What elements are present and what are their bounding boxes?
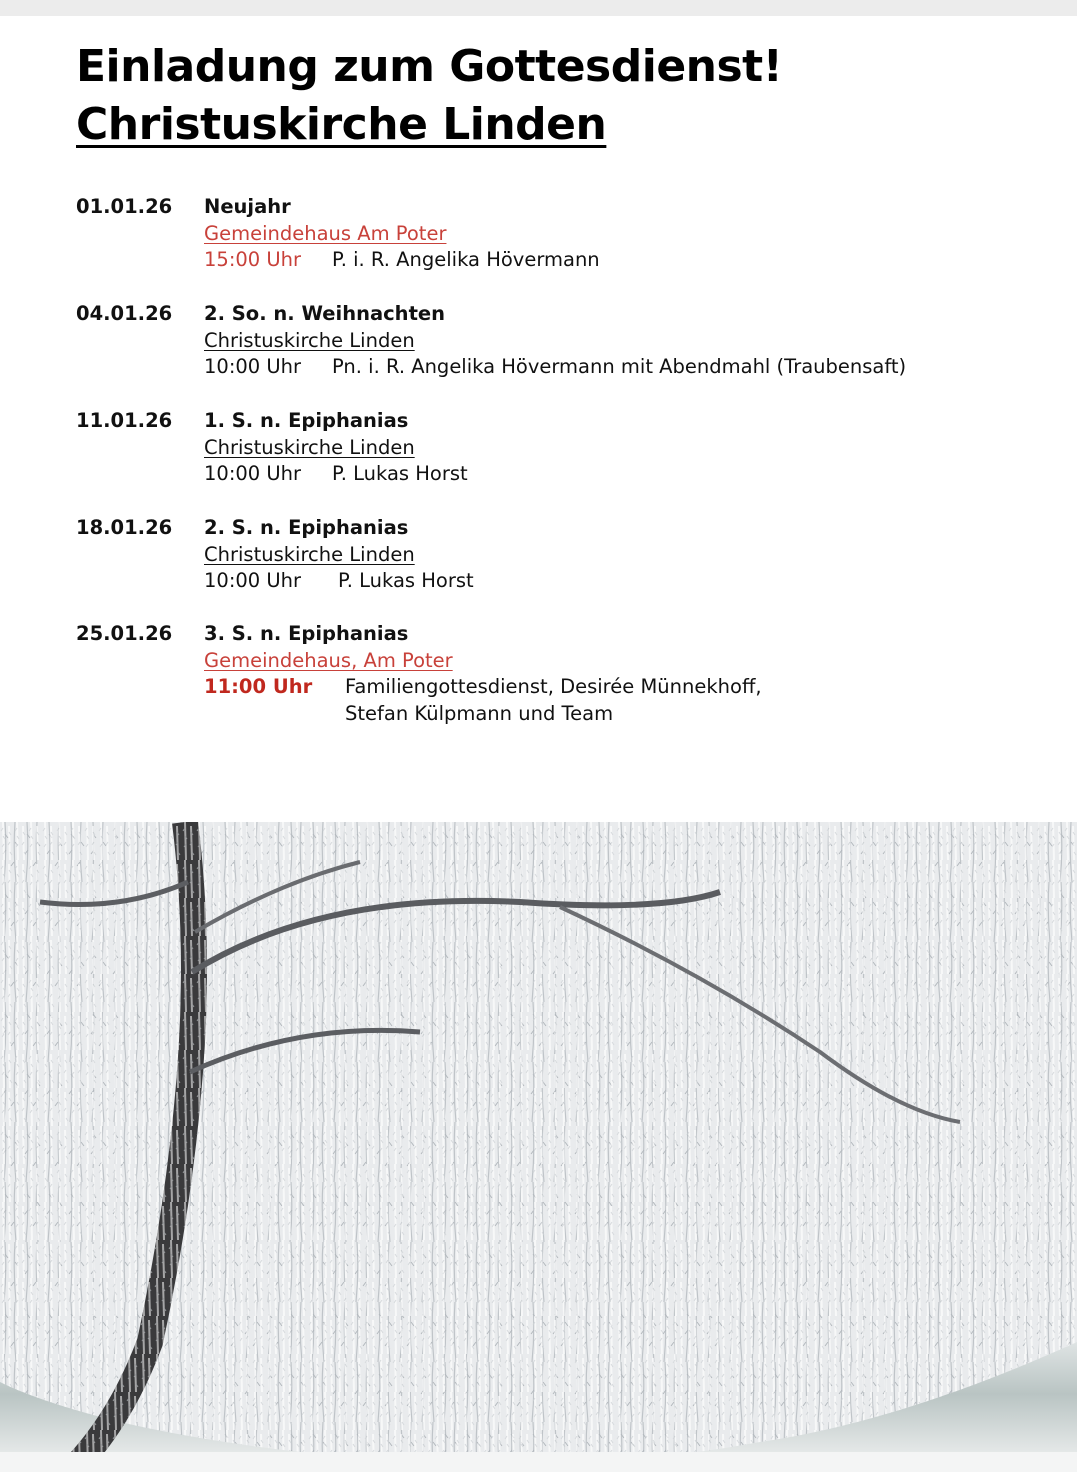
service-officiant: P. Lukas Horst (332, 462, 468, 486)
title-line-2: Christuskirche Linden (76, 99, 607, 150)
service-time: 10:00 Uhr (204, 569, 302, 593)
service-time-row (204, 461, 1034, 488)
invitation-page (0, 16, 1077, 1472)
service-time-row (204, 354, 1034, 381)
service-time: 15:00 Uhr (204, 248, 302, 272)
service-occasion: 3. S. n. Epiphanias (204, 622, 409, 645)
service-details (204, 194, 1034, 274)
service-occasion: 1. S. n. Epiphanias (204, 409, 409, 432)
service-location-link[interactable]: Gemeindehaus, Am Poter (204, 648, 453, 672)
service-time-row (204, 568, 1034, 595)
service-details (204, 301, 1034, 381)
service-occasion: 2. S. n. Epiphanias (204, 516, 409, 539)
service-location-link[interactable]: Christuskirche Linden (204, 328, 415, 352)
service-details (204, 408, 1034, 488)
service-location-link[interactable]: Christuskirche Linden (204, 542, 415, 566)
service-officiant: P. i. R. Angelika Hövermann (332, 248, 600, 272)
service-date: 18.01.26 (76, 516, 173, 539)
service-date: 25.01.26 (76, 622, 173, 645)
service-description-line-2: Stefan Külpmann und Team (345, 702, 614, 726)
service-occasion: Neujahr (204, 195, 291, 218)
service-details (204, 515, 1034, 595)
service-location-link[interactable]: Gemeindehaus Am Poter (204, 221, 447, 245)
service-time-row (204, 247, 1034, 274)
service-time-row (204, 674, 1034, 701)
service-date: 04.01.26 (76, 302, 173, 325)
service-description-line-1: Familiengottesdienst, Desirée Münnekhoff, (345, 675, 762, 699)
service-time: 10:00 Uhr (204, 355, 302, 379)
service-date: 11.01.26 (76, 409, 173, 432)
service-occasion: 2. So. n. Weihnachten (204, 302, 445, 325)
service-location-link[interactable]: Christuskirche Linden (204, 435, 415, 459)
service-time: 10:00 Uhr (204, 462, 302, 486)
page-title (76, 38, 782, 154)
frosted-tree-image (0, 822, 1077, 1472)
service-time-row-continued (204, 701, 1034, 728)
service-details (204, 621, 1034, 728)
service-date: 01.01.26 (76, 195, 173, 218)
title-line-1: Einladung zum Gottesdienst! (76, 41, 783, 92)
service-officiant: Pn. i. R. Angelika Hövermann mit Abendmahl (Traubensaft) (332, 355, 907, 379)
service-officiant: P. Lukas Horst (338, 569, 474, 593)
service-time: 11:00 Uhr (204, 675, 313, 699)
